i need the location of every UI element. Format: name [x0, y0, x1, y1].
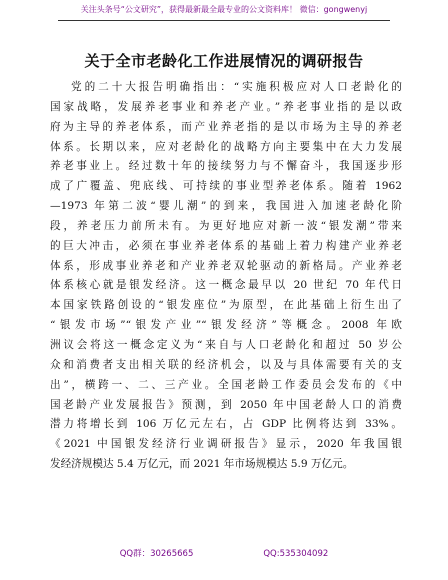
body-line: 发经济规模达 5.4 万亿元，而 2021 年市场规模达 5.9 万亿元。	[50, 458, 354, 471]
footer-qq: QQ:535304092	[263, 549, 329, 559]
body-line: 国家战略，发展养老事业和养老产业。”养老事业指的是以政	[50, 100, 402, 113]
body-line: 府为主导的养老体系，而产业养老指的是以市场为主导的养老	[50, 120, 402, 133]
body-line: 众和消费者支出相关联的经济机会，以及与具体需要有关的支	[50, 358, 402, 371]
body-line: 潜力将增长到 106 万亿元左右，占 GDP 比例将达到 33%。	[50, 418, 402, 431]
body-line: 体系核心就是银发经济。这一概念最早以 20 世纪 70 年代日	[50, 279, 402, 292]
body-line: 成了广覆盖、兜底线、可持续的事业型养老体系。随着 1962	[50, 180, 402, 193]
footer-qq-group: QQ群：30265665	[119, 549, 194, 559]
footer	[0, 547, 448, 559]
header-divider	[58, 20, 390, 21]
document-title: 关于全市老龄化工作进展情况的调研报告	[84, 52, 364, 70]
header-banner: 关注头条号“公文研究”，获得最新最全最专业的公文资料库！ 微信：gongwenyj	[80, 5, 368, 14]
body-line: 养老事业上。经过数十年的接续努力与不懈奋斗，我国逐步形	[50, 160, 402, 173]
body-line: 洲议会将这一概念定义为“来自与人口老龄化和超过 50 岁公	[50, 338, 402, 351]
body-line: 党的二十大报告明确指出：“实施积极应对人口老龄化的	[71, 81, 402, 93]
body-line: 《2021 中国银发经济行业调研报告》显示，2020 年我国银	[50, 438, 402, 451]
body-line: “银发市场”“银发产业”“银发经济”等概念。2008 年欧	[50, 319, 402, 332]
body-line: 本国家铁路创设的“银发座位”为原型，在此基础上衍生出了	[50, 299, 402, 312]
body-line: 国老龄产业发展报告》预测，到 2050 年中国老龄人口的消费	[50, 398, 402, 411]
document-body	[50, 78, 402, 475]
body-line: 体系，形成事业养老和产业养老双轮驱动的新格局。产业养老	[50, 259, 402, 272]
body-line: 段，养老压力前所未有。为更好地应对新一波“银发潮”带来	[50, 219, 402, 232]
body-line: —1973 年第二波“婴儿潮”的到来，我国进入加速老龄化阶	[50, 200, 402, 213]
body-line: 体系。长期以来，应对老龄化的战略方向主要集中在大力发展	[50, 140, 402, 153]
body-line: 出”，横跨一、二、三产业。全国老龄工作委员会发布的《中	[50, 378, 402, 391]
body-line: 的巨大冲击，必须在事业养老体系的基础上着力构建产业养老	[50, 239, 402, 252]
